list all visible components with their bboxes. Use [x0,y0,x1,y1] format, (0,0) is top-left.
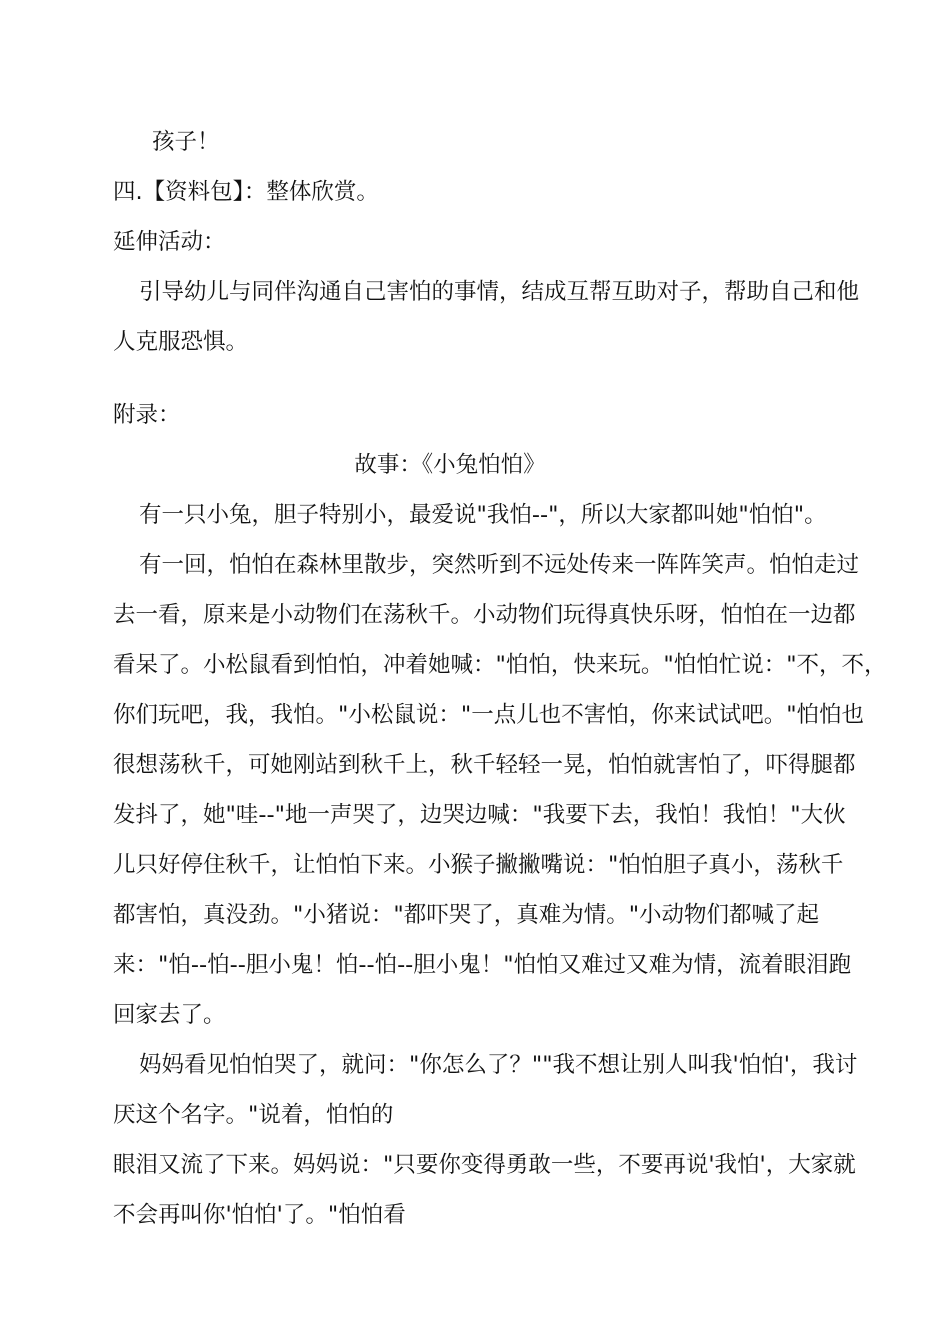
story-title: 故事：《小兔怕怕》 [354,452,546,478]
story-line: 儿只好停住秋千，让怕怕下来。小猴子撇撇嘴说："怕怕胆子真小，荡秋千 [113,852,844,878]
text-line: 孩子！ [152,129,220,155]
story-line: 回家去了。 [113,1002,226,1028]
story-line: 妈妈看见怕怕哭了，就问："你怎么了？""我不想让别人叫我'怕怕'，我讨 [139,1052,858,1078]
story-line: 看呆了。小松鼠看到怕怕，冲着她喊："怕怕，快来玩。"怕怕忙说："不，不， [113,652,887,678]
text-line: 引导幼儿与同伴沟通自己害怕的事情，结成互帮互助对子，帮助自己和他 [139,279,860,305]
text-line: 人克服恐惧。 [113,329,249,355]
story-line: 厌这个名字。"说着，怕怕的 [113,1102,394,1128]
section-heading: 延伸活动： [113,229,226,255]
section-heading: 四.【资料包】：整体欣赏。 [113,179,379,205]
section-heading: 附录： [113,402,181,428]
story-line: 有一回，怕怕在森林里散步，突然听到不远处传来一阵阵笑声。怕怕走过 [139,552,860,578]
story-line: 很想荡秋千，可她刚站到秋千上，秋千轻轻一晃，怕怕就害怕了，吓得腿都 [113,752,856,778]
story-line: 发抖了，她"哇--"地一声哭了，边哭边喊："我要下去，我怕！我怕！"大伙 [113,802,846,828]
story-line: 眼泪又流了下来。妈妈说："只要你变得勇敢一些，不要再说'我怕'，大家就 [113,1152,856,1178]
story-line: 来："怕--怕--胆小鬼！怕--怕--胆小鬼！"怕怕又难过又难为情，流着眼泪跑 [113,952,852,978]
story-line: 不会再叫你'怕怕'了。"怕怕看 [113,1202,406,1228]
story-line: 都害怕，真没劲。"小猪说："都吓哭了，真难为情。"小动物们都喊了起 [113,902,820,928]
story-line: 你们玩吧，我，我怕。"小松鼠说："一点儿也不害怕，你来试试吧。"怕怕也 [113,702,865,728]
story-line: 有一只小兔，胆子特别小，最爱说"我怕--"，所以大家都叫她"怕怕"。 [139,502,827,528]
story-line: 去一看，原来是小动物们在荡秋千。小动物们玩得真快乐呀，怕怕在一边都 [113,602,856,628]
